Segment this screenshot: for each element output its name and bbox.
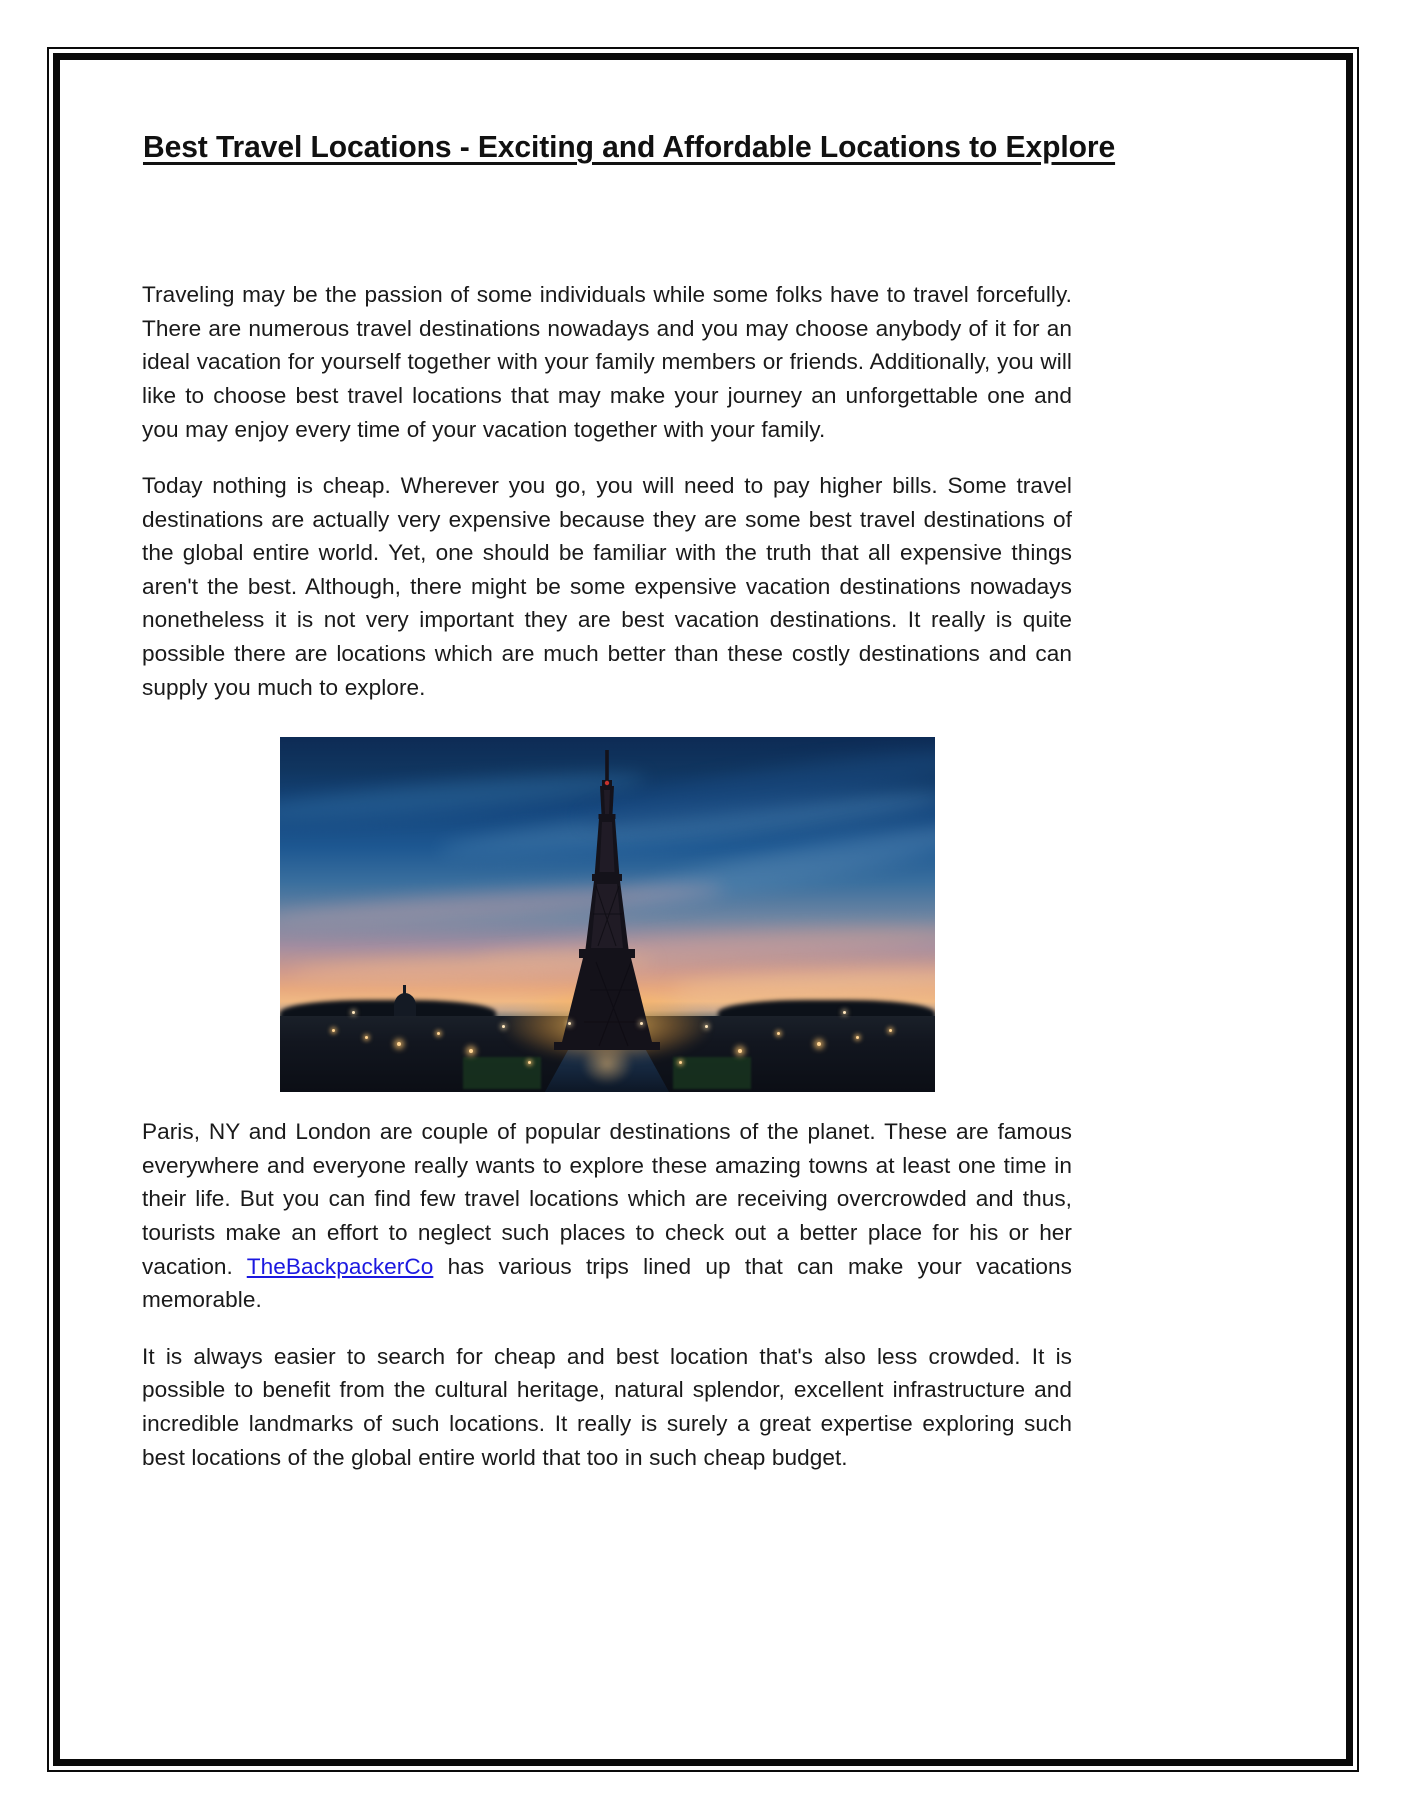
street-light <box>365 1036 368 1039</box>
street-light <box>856 1036 859 1039</box>
lawn-strip <box>673 1057 752 1089</box>
paragraph-1: Traveling may be the passion of some individuals while some folks have to travel forcefully. There are numerous travel destinations nowadays and you may choose anybody of it for an ideal vacation for yourself together with your family members or friends. Additionally, you will like to choose best travel locations that may make your journey an unforgettable one and you may enjoy every time of your vacation together with your family. <box>142 282 1072 442</box>
figure-eiffel-tower <box>142 737 1072 1092</box>
eiffel-tower-silhouette <box>532 750 682 1050</box>
street-light <box>843 1011 846 1014</box>
page-title: Best Travel Locations - Exciting and Affordable Locations to Explore <box>142 130 1116 164</box>
street-light <box>332 1029 335 1032</box>
paragraph-3-text-before-link: Paris, NY and London are couple of popular destinations of the planet. These are famous everywhere and everyone really wants to explore these amazing towns at least one time in their life. But you can find few travel locations which are receiving overcrowded and thus, tourists make an effort to neglect such places to check out a better place for his or her vacation. <box>142 1119 1072 1279</box>
paragraph-3 <box>142 1115 1072 1317</box>
thebackpackerco-link[interactable]: TheBackpackerCo <box>246 1253 434 1279</box>
eiffel-tower-photo <box>280 737 935 1092</box>
street-light <box>640 1022 643 1025</box>
street-light <box>679 1061 682 1064</box>
paragraph-2: Today nothing is cheap. Wherever you go, you will need to pay higher bills. Some travel destinations are actually very expensive because they are some best travel destinations of the global entire world. Yet, one should be familiar with the truth that all expensive things aren't the best. Although, there might be some expensive vacation destinations nowadays nonetheless it is not very important they are best vacation destinations. It really is quite possible there are locations which are much better than these costly destinations and can supply you much to explore. <box>142 473 1072 700</box>
document-content <box>142 128 1116 1474</box>
eiffel-tower-shape <box>532 750 682 1050</box>
street-light <box>817 1042 821 1046</box>
street-light <box>889 1029 892 1032</box>
street-light <box>568 1022 571 1025</box>
street-light <box>352 1011 355 1014</box>
paragraph-3-text-after-link: has various trips lined up that can make your vacations memorable. <box>142 1253 1072 1313</box>
paragraph-4: It is always easier to search for cheap and best location that's also less crowded. It is possible to benefit from the cultural heritage, natural splendor, excellent infrastructure and incredible landmarks of such locations. It really is surely a great expertise exploring such best locations of the global entire world that too in such cheap budget. <box>142 1343 1072 1470</box>
